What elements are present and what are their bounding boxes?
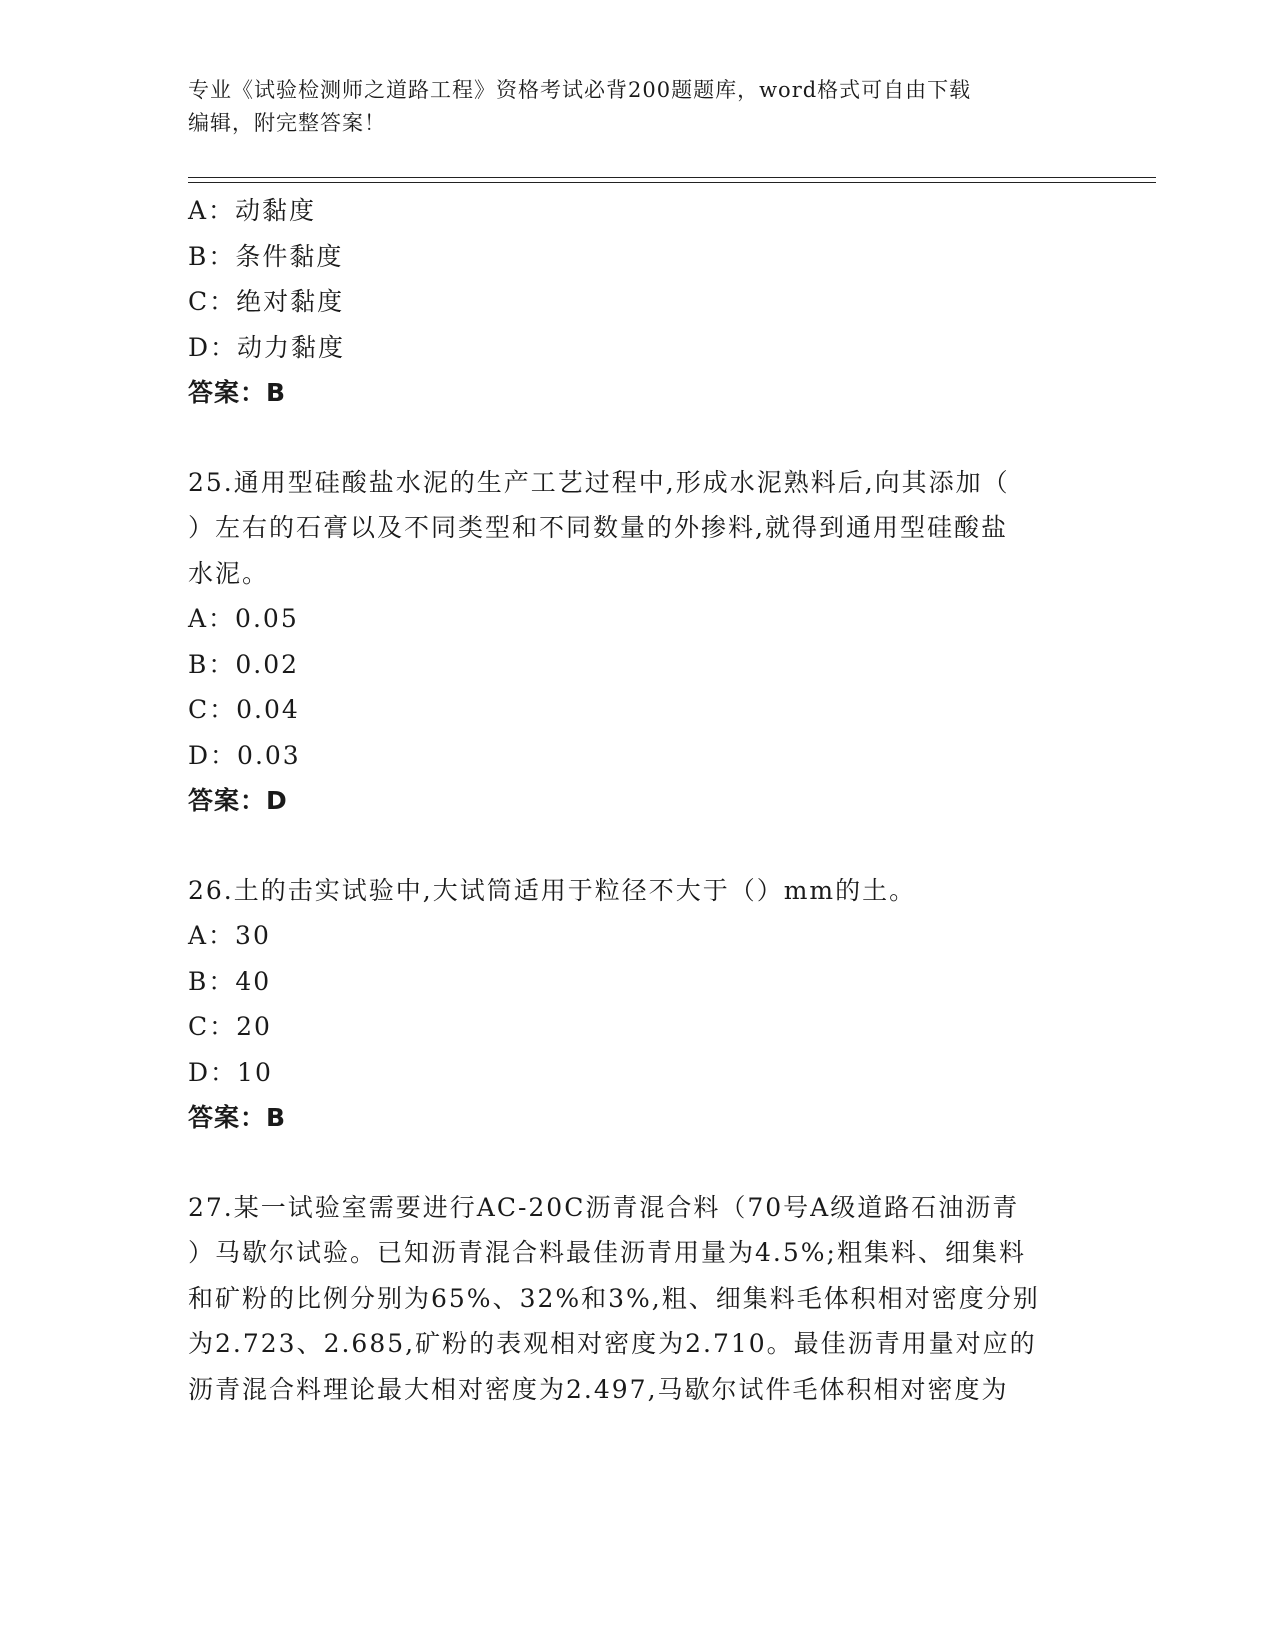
question-text-line: ）马歇尔试验。已知沥青混合料最佳沥青用量为4.5%;粗集料、细集料 — [188, 1238, 1026, 1267]
header-divider — [188, 177, 1156, 183]
option-b: B：0.02 — [188, 649, 300, 679]
option-d: D：0.03 — [188, 740, 301, 770]
question-text-line: ）左右的石膏以及不同类型和不同数量的外掺料,就得到通用型硅酸盐 — [188, 513, 1008, 542]
option-d: D：动力黏度 — [188, 332, 346, 362]
question-text-line: 27.某一试验室需要进行AC-20C沥青混合料（70号A级道路石油沥青 — [188, 1192, 1020, 1222]
answer-line: 答案：B — [188, 378, 287, 407]
question-25-block — [188, 460, 1088, 824]
option-b: B：条件黏度 — [188, 241, 344, 271]
question-text-line: 26.土的击实试验中,大试筒适用于粒径不大于（）mm的土。 — [188, 875, 917, 905]
document-header — [188, 74, 1068, 140]
question-spacer — [188, 1141, 1088, 1185]
option-d: D：10 — [188, 1057, 273, 1087]
question-26-block — [188, 868, 1088, 1141]
option-c: C：绝对黏度 — [188, 287, 345, 316]
option-c: C：20 — [188, 1012, 272, 1041]
question-text-line: 为2.723、2.685,矿粉的表观相对密度为2.710。最佳沥青用量对应的 — [188, 1329, 1037, 1358]
question-text-line: 水泥。 — [188, 558, 270, 588]
option-b: B：40 — [188, 966, 272, 996]
question-spacer — [188, 824, 1088, 868]
question-27-block — [188, 1185, 1088, 1413]
option-a: A：动黏度 — [188, 196, 317, 225]
question-24-block — [188, 188, 1088, 416]
option-a: A：0.05 — [188, 604, 299, 633]
question-text-line: 和矿粉的比例分别为65%、32%和3%,粗、细集料毛体积相对密度分别 — [188, 1283, 1040, 1313]
question-content — [188, 188, 1088, 1412]
option-a: A：30 — [188, 921, 271, 950]
question-text-line: 沥青混合料理论最大相对密度为2.497,马歇尔试件毛体积相对密度为 — [188, 1374, 1009, 1404]
option-c: C：0.04 — [188, 695, 300, 724]
header-title-line-1: 专业《试验检测师之道路工程》资格考试必背200题题库，word格式可自由下载 — [188, 78, 972, 102]
answer-line: 答案：B — [188, 1103, 287, 1132]
question-spacer — [188, 416, 1088, 460]
question-text-line: 25.通用型硅酸盐水泥的生产工艺过程中,形成水泥熟料后,向其添加（ — [188, 467, 1010, 497]
header-title-line-2: 编辑，附完整答案！ — [188, 111, 386, 135]
answer-line: 答案：D — [188, 786, 288, 815]
